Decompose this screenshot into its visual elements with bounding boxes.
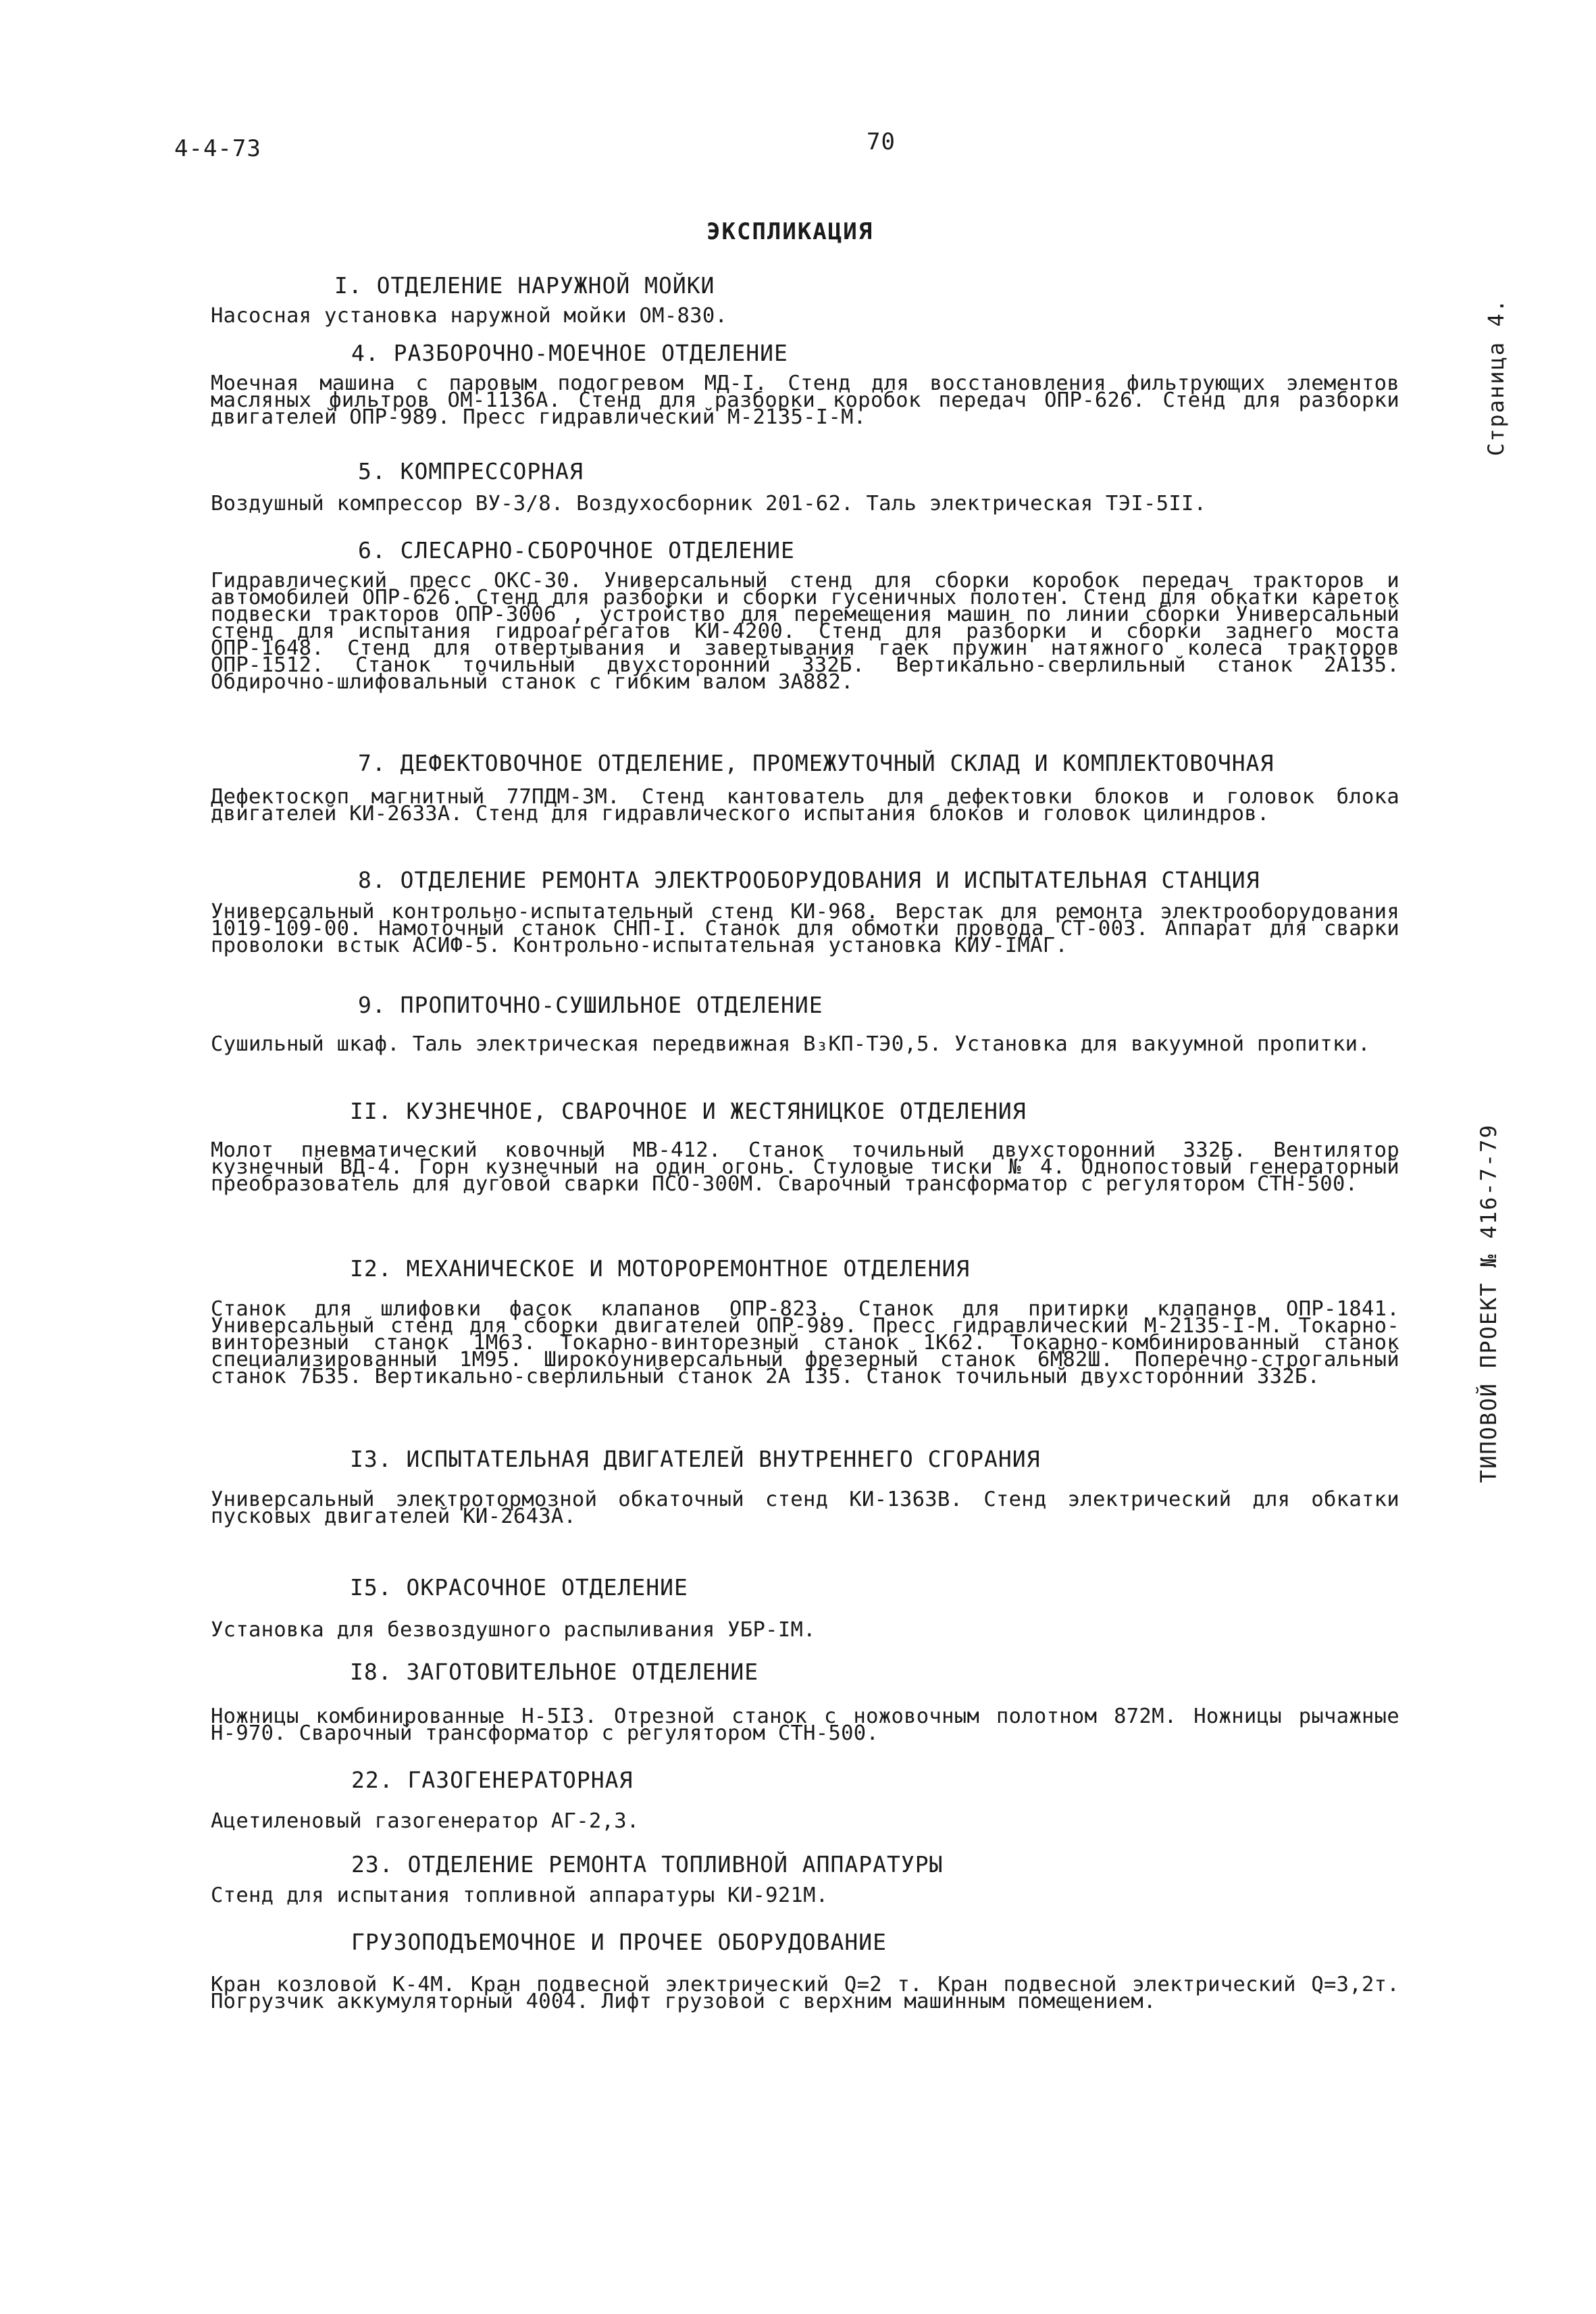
- section-text: Сушильный шкаф. Таль электрическая передвижная В₃КП-ТЭ0,5. Установка для вакуумной пропитки.: [211, 1032, 1370, 1056]
- section-text: Воздушный компрессор ВУ-3/8. Воздухосборник 201-62. Таль электрическая ТЭI-5II.: [211, 492, 1207, 515]
- section-text: Насосная установка наружной мойки ОМ-830.: [211, 304, 728, 328]
- section-heading: 4. РАЗБОРОЧНО-МОЕЧНОЕ ОТДЕЛЕНИЕ: [351, 340, 788, 366]
- section-text: Универсальный электротормозной обкаточный стенд КИ-1363В. Стенд электрический для обкатки пусковых двигателей КИ-2643А.: [211, 1488, 1399, 1528]
- margin-page-label: Страница 4.: [1483, 298, 1509, 456]
- section-heading: 6. СЛЕСАРНО-СБОРОЧНОЕ ОТДЕЛЕНИЕ: [358, 537, 795, 563]
- section-text: Гидравлический пресс ОКС-30. Универсальный стенд для сборки коробок передач тракторов и автомобилей ОПР-626. Стенд для разборки и сборки гусеничных полотен. Стенд для обкатки кареток подвески тракторов ОПР-3006 , устройство для перемещения машин по линии сборки Универсальный стенд для испытания гидроагрегатов КИ-4200. Стенд для разборки и сборки заднего моста ОПР-1648. Стенд для отвертывания и завертывания гаек пружин натяжного колеса тракторов ОПР-1512. Станок точильный двухсторонний 332Б. Вертикально-сверлильный станок 2А135. Обдирочно-шлифовальный станок с гибким валом 3А882.: [211, 569, 1399, 694]
- section-heading: 9. ПРОПИТОЧНО-СУШИЛЬНОЕ ОТДЕЛЕНИЕ: [358, 992, 823, 1018]
- section-heading: 22. ГАЗОГЕНЕРАТОРНАЯ: [351, 1767, 634, 1793]
- section-text: Станок для шлифовки фасок клапанов ОПР-823. Станок для притирки клапанов ОПР-1841. Универсальный стенд для сборки двигателей ОПР-989. Пресс гидравлический М-2135-I-М. Токарно-винторезный станок 1М63. Токарно-винторезный станок 1К62. Токарно-комбинированный станок специализированный 1М95. Широкоуниверсальный фрезерный станок 6М82Ш. Поперечно-строгальный станок 7Б35. Вертикально-сверлильный станок 2А 135. Станок точильный двухсторонний 332Б.: [211, 1297, 1399, 1388]
- section-heading: 7. ДЕФЕКТОВОЧНОЕ ОТДЕЛЕНИЕ, ПРОМЕЖУТОЧНЫЙ СКЛАД И КОМПЛЕКТОВОЧНАЯ: [358, 750, 1275, 776]
- margin-project-label: ТИПОВОЙ ПРОЕКТ № 416-7-79: [1476, 1124, 1501, 1483]
- section-text: Стенд для испытания топливной аппаратуры КИ-921М.: [211, 1884, 829, 1907]
- section-heading: I5. ОКРАСОЧНОЕ ОТДЕЛЕНИЕ: [350, 1574, 688, 1601]
- section-heading: II. КУЗНЕЧНОЕ, СВАРОЧНОЕ И ЖЕСТЯНИЦКОЕ ОТДЕЛЕНИЯ: [350, 1098, 1027, 1124]
- section-heading: I3. ИСПЫТАТЕЛЬНАЯ ДВИГАТЕЛЕЙ ВНУТРЕННЕГО СГОРАНИЯ: [350, 1446, 1041, 1472]
- section-text: Моечная машина с паровым подогревом МД-I. Стенд для восстановления фильтрующих элементов масляных фильтров ОМ-1136А. Стенд для разборки коробок передач ОПР-626. Стенд для разборки двигателей ОПР-989. Пресс гидравлический М-2135-I-М.: [211, 372, 1399, 429]
- section-heading: ГРУЗОПОДЪЕМОЧНОЕ И ПРОЧЕЕ ОБОРУДОВАНИЕ: [351, 1929, 887, 1955]
- section-text: Молот пневматический ковочный МВ-412. Станок точильный двухсторонний 332Б. Вентилятор кузнечный ВД-4. Горн кузнечный на один огонь. Стуловые тиски № 4. Однопостовый генераторный преобразователь для дуговой сварки ПСО-300М. Сварочный трансформатор с регулятором СТН-500.: [211, 1138, 1399, 1196]
- section-heading: 5. КОМПРЕССОРНАЯ: [358, 458, 584, 484]
- page-number: 70: [867, 128, 896, 155]
- section-text: Универсальный контрольно-испытательный стенд КИ-968. Верстак для ремонта электрооборудования 1019-109-00. Намоточный станок СНП-I. Станок для обмотки провода СТ-003. Аппарат для сварки проволоки встык АСИФ-5. Контрольно-испытательная установка КИУ-IМАГ.: [211, 900, 1399, 957]
- section-heading: I. ОТДЕЛЕНИЕ НАРУЖНОЙ МОЙКИ: [334, 272, 715, 299]
- section-heading: 8. ОТДЕЛЕНИЕ РЕМОНТА ЭЛЕКТРООБОРУДОВАНИЯ И ИСПЫТАТЕЛЬНАЯ СТАНЦИЯ: [358, 867, 1260, 893]
- section-text: Дефектоскоп магнитный 77ПДМ-3М. Стенд кантователь для дефектовки блоков и головок блока двигателей КИ-2633А. Стенд для гидравлического испытания блоков и головок цилиндров.: [211, 785, 1399, 826]
- section-heading: 23. ОТДЕЛЕНИЕ РЕМОНТА ТОПЛИВНОЙ АППАРАТУРЫ: [351, 1851, 944, 1878]
- section-text: Ножницы комбинированные Н-5I3. Отрезной станок с ножовочным полотном 872М. Ножницы рычажные Н-970. Сварочный трансформатор с регулятором СТН-500.: [211, 1705, 1399, 1745]
- section-text: Кран козловой К-4М. Кран подвесной электрический Q=2 т. Кран подвесной электрический Q=3,2т. Погрузчик аккумуляторный 4004. Лифт грузовой с верхним машинным помещением.: [211, 1973, 1399, 2013]
- section-text: Установка для безвоздушного распыливания УБР-IМ.: [211, 1618, 816, 1642]
- section-text: Ацетиленовый газогенератор АГ-2,3.: [211, 1809, 640, 1833]
- page-title: ЭКСПЛИКАЦИЯ: [706, 218, 874, 245]
- section-heading: I8. ЗАГОТОВИТЕЛЬНОЕ ОТДЕЛЕНИЕ: [350, 1659, 759, 1685]
- document-code: 4-4-73: [174, 135, 261, 162]
- section-heading: I2. МЕХАНИЧЕСКОЕ И МОТОРОРЕМОНТНОЕ ОТДЕЛЕНИЯ: [350, 1255, 971, 1282]
